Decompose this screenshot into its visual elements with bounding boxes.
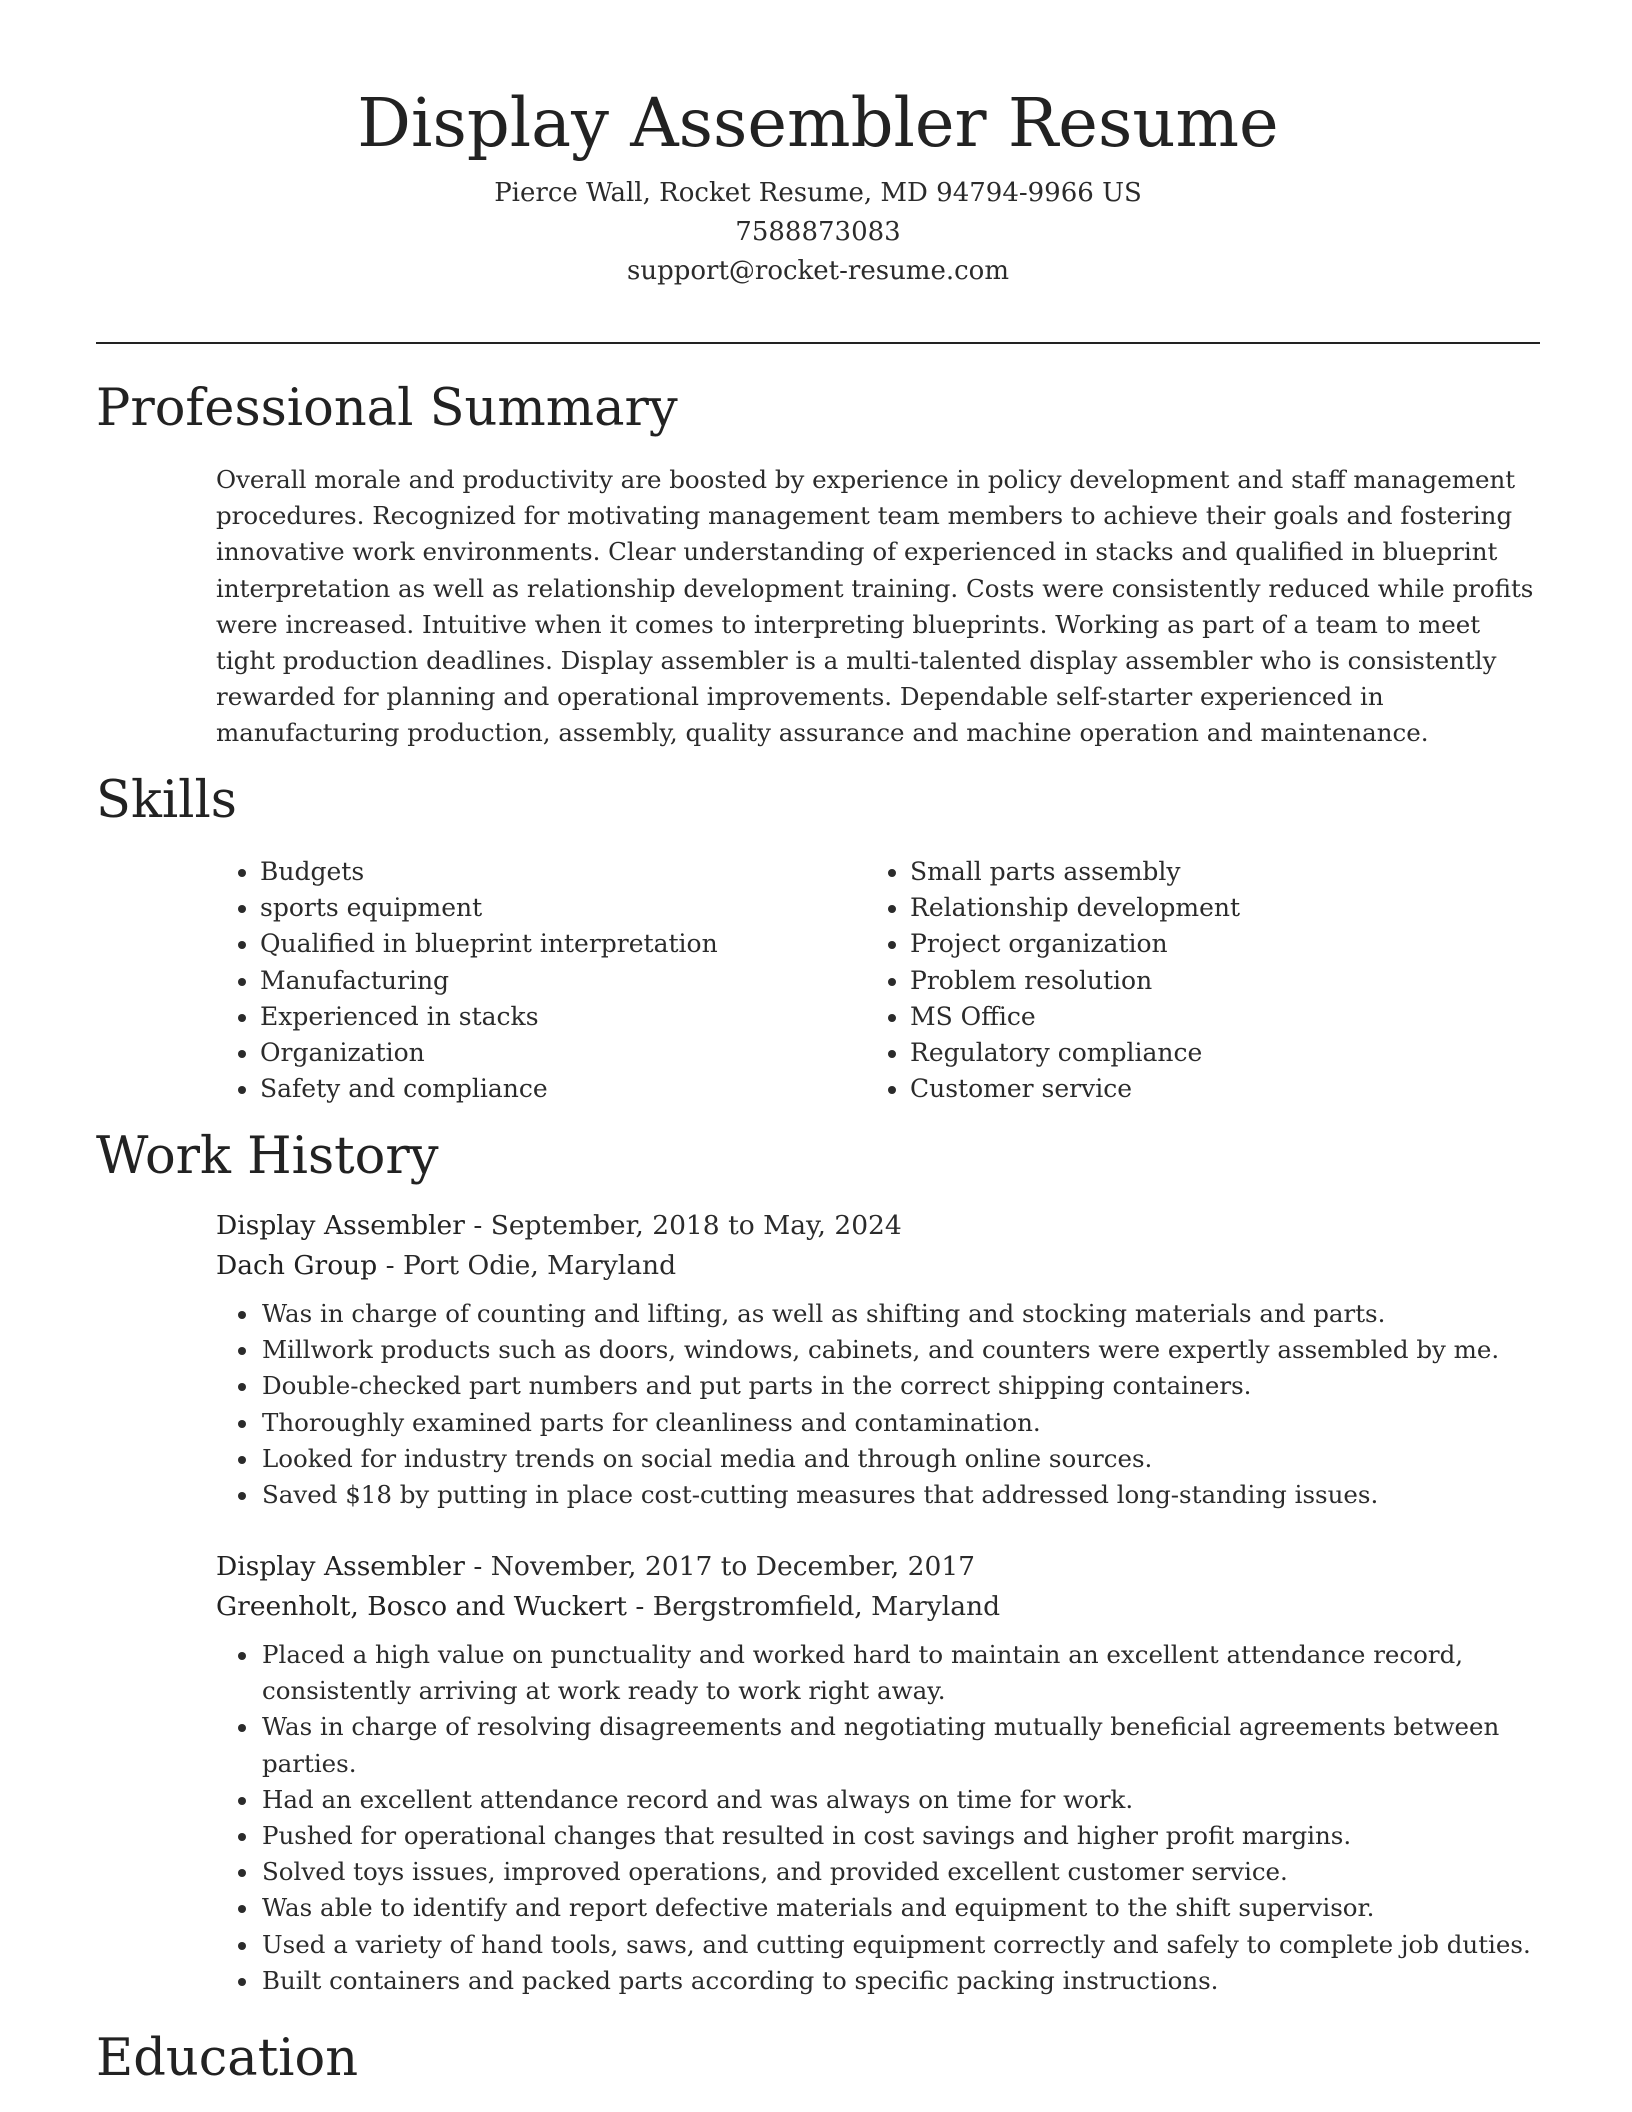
header-divider (96, 342, 1540, 344)
job-title-line (216, 1547, 1546, 1587)
list-item: • Was able to identify and report defective materials and equipment to the shift supervisor. (260, 1890, 1546, 1926)
list-item: • Relationship development (910, 890, 1516, 926)
job-bullets (216, 1296, 1546, 1513)
list-item: • sports equipment (260, 890, 866, 926)
separator: - (626, 1591, 653, 1622)
list-item: • Thoroughly examined parts for cleanliness and contamination. (260, 1405, 1546, 1441)
list-item: • Millwork products such as doors, windows, cabinets, and counters were expertly assembled by me. (260, 1332, 1546, 1368)
contact-phone: 7588873083 (735, 217, 901, 247)
skills-heading: Skills (96, 771, 237, 830)
job-dates: November, 2017 to December, 2017 (490, 1551, 976, 1582)
list-item: • Built containers and packed parts according to specific packing instructions. (260, 1963, 1546, 1999)
job-company: Dach Group (216, 1250, 378, 1281)
list-item: • Was in charge of resolving disagreements and negotiating mutually beneficial agreements between parties. (260, 1709, 1546, 1781)
contact-email: support@rocket-resume.com (626, 256, 1009, 286)
list-item: • Safety and compliance (260, 1071, 866, 1107)
education-heading: Education (96, 2029, 359, 2088)
job-bullets (216, 1637, 1546, 1999)
list-item: • Problem resolution (910, 963, 1516, 999)
summary-text: Overall morale and productivity are boosted by experience in policy development and staff management procedures. Recognized for motivating management team members to achieve their goals and fostering innovative work environments. Clear understanding of experienced in stacks and qualified in blueprint interpretation as well as relationship development training. Costs were consistently reduced while profits were increased. Intuitive when it comes to interpreting blueprints. Working as part of a team to meet tight production deadlines. Display assembler is a multi-talented display assembler who is consistently rewarded for planning and operational improvements. Dependable self-starter experienced in manufacturing production, assembly, quality assurance and machine operation and maintenance. (216, 465, 1534, 748)
work-history-heading: Work History (96, 1127, 439, 1186)
skills-column-right (866, 854, 1516, 1107)
list-item: • Was in charge of counting and lifting, as well as shifting and stocking materials and parts. (260, 1296, 1546, 1332)
list-item: • Customer service (910, 1071, 1516, 1107)
list-item: • Experienced in stacks (260, 999, 866, 1035)
contact-info (96, 174, 1540, 291)
job-entry (216, 1206, 1546, 1513)
list-item: • Qualified in blueprint interpretation (260, 926, 866, 962)
job-location: Port Odie, Maryland (403, 1250, 677, 1281)
separator: - (464, 1210, 491, 1241)
list-item: • Double-checked part numbers and put parts in the correct shipping containers. (260, 1368, 1546, 1404)
list-item: • Solved toys issues, improved operations, and provided excellent customer service. (260, 1854, 1546, 1890)
list-item: • Organization (260, 1035, 866, 1071)
list-item: • Looked for industry trends on social media and through online sources. (260, 1441, 1546, 1477)
list-item: • Small parts assembly (910, 854, 1516, 890)
job-company: Greenholt, Bosco and Wuckert (216, 1591, 627, 1622)
list-item: • Placed a high value on punctuality and worked hard to maintain an excellent attendance record, consistently arriving at work ready to work right away. (260, 1637, 1546, 1709)
job-dates: September, 2018 to May, 2024 (490, 1210, 902, 1241)
separator: - (464, 1551, 491, 1582)
job-company-line (216, 1587, 1546, 1627)
list-item: • Used a variety of hand tools, saws, and cutting equipment correctly and safely to complete job duties. (260, 1927, 1546, 1963)
job-title: Display Assembler (216, 1551, 465, 1582)
job-location: Bergstromfield, Maryland (652, 1591, 1001, 1622)
resume-title: Display Assembler Resume (357, 84, 1279, 162)
list-item: • Manufacturing (260, 963, 866, 999)
job-entry (216, 1547, 1546, 1999)
resume-header (96, 78, 1540, 291)
list-item: • Budgets (260, 854, 866, 890)
list-item: • Regulatory compliance (910, 1035, 1516, 1071)
job-company-line (216, 1246, 1546, 1286)
list-item: • MS Office (910, 999, 1516, 1035)
job-title: Display Assembler (216, 1210, 465, 1241)
skills-column-left (216, 854, 866, 1107)
list-item: • Project organization (910, 926, 1516, 962)
contact-address: Pierce Wall, Rocket Resume, MD 94794-9966 US (494, 178, 1142, 208)
skills-list (216, 854, 1546, 1107)
separator: - (377, 1250, 404, 1281)
list-item: • Saved $18 by putting in place cost-cutting measures that addressed long-standing issues. (260, 1477, 1546, 1513)
summary-heading: Professional Summary (96, 379, 678, 438)
list-item: • Had an excellent attendance record and was always on time for work. (260, 1782, 1546, 1818)
job-title-line (216, 1206, 1546, 1246)
list-item: • Pushed for operational changes that resulted in cost savings and higher profit margins. (260, 1818, 1546, 1854)
